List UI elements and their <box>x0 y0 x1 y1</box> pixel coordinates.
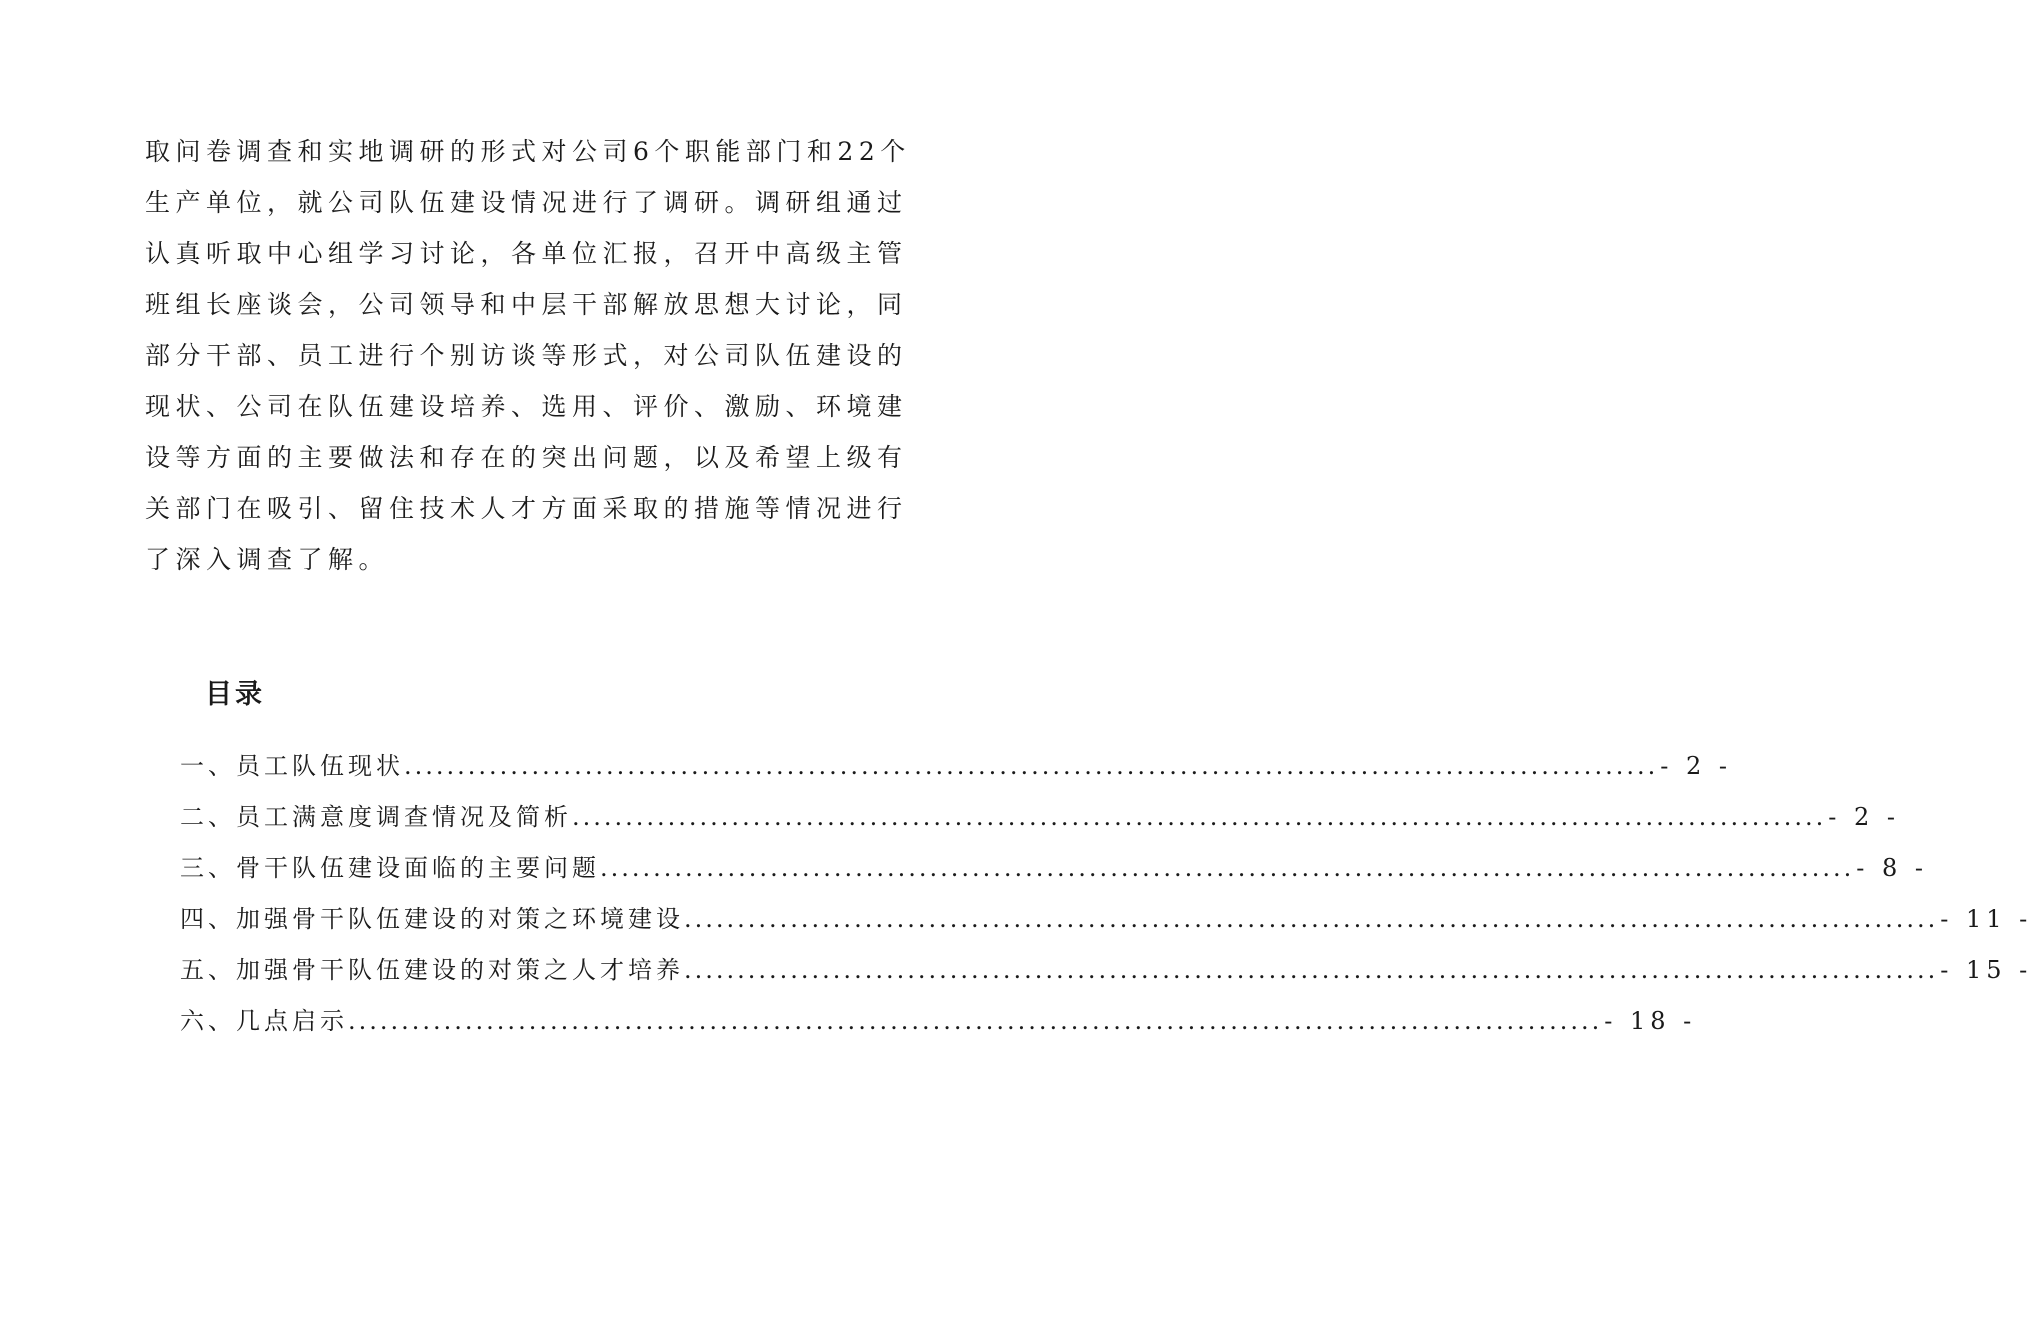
toc-entry-label: 三、骨干队伍建设面临的主要问题 <box>180 854 600 882</box>
toc-entry-label: 四、加强骨干队伍建设的对策之环境建设 <box>180 905 684 933</box>
toc-entry-page: - 8 - <box>1856 854 1928 882</box>
toc-entry-label: 五、加强骨干队伍建设的对策之人才培养 <box>180 956 684 984</box>
toc-entry-page: - 2 - <box>1828 803 1900 831</box>
paragraph-line: 取问卷调查和实地调研的形式对公司6个职能部门和22个 <box>145 137 911 166</box>
toc-entry-page: - 11 - <box>1940 905 2032 933</box>
toc-entry-label: 一、员工队伍现状 <box>180 752 404 780</box>
toc-entry-page: - 2 - <box>1660 752 1732 780</box>
table-of-contents <box>180 741 2032 1047</box>
body-paragraph <box>145 126 911 585</box>
paragraph-line: 设等方面的主要做法和存在的突出问题，以及希望上级有 <box>145 443 908 472</box>
toc-entry[interactable] <box>180 945 2032 996</box>
paragraph-line: 关部门在吸引、留住技术人才方面采取的措施等情况进行 <box>145 494 908 523</box>
paragraph-line: 生产单位，就公司队伍建设情况进行了调研。调研组通过 <box>145 188 908 217</box>
toc-title: 目录 <box>205 679 265 710</box>
paragraph-line: 部分干部、员工进行个别访谈等形式，对公司队伍建设的 <box>145 341 908 370</box>
toc-leader-dots <box>600 843 1854 894</box>
toc-entry[interactable] <box>180 894 2032 945</box>
paragraph-line: 了深入调查了解。 <box>145 545 390 574</box>
toc-leader-dots <box>404 741 1658 792</box>
paragraph-line: 现状、公司在队伍建设培养、选用、评价、激励、环境建 <box>145 392 908 421</box>
toc-entry[interactable] <box>180 741 1732 792</box>
toc-entry-label: 六、几点启示 <box>180 1007 348 1035</box>
toc-leader-dots <box>348 996 1602 1047</box>
toc-entry-page: - 15 - <box>1940 956 2032 984</box>
toc-leader-dots <box>684 894 1938 945</box>
toc-leader-dots <box>572 792 1826 843</box>
paragraph-line: 班组长座谈会，公司领导和中层干部解放思想大讨论，同 <box>145 290 908 319</box>
toc-entry-page: - 18 - <box>1604 1007 1697 1035</box>
toc-entry[interactable] <box>180 996 1697 1047</box>
toc-entry[interactable] <box>180 792 1900 843</box>
toc-entry[interactable] <box>180 843 1928 894</box>
paragraph-line: 认真听取中心组学习讨论，各单位汇报，召开中高级主管 <box>145 239 908 268</box>
toc-entry-label: 二、员工满意度调查情况及简析 <box>180 803 572 831</box>
toc-leader-dots <box>684 945 1938 996</box>
